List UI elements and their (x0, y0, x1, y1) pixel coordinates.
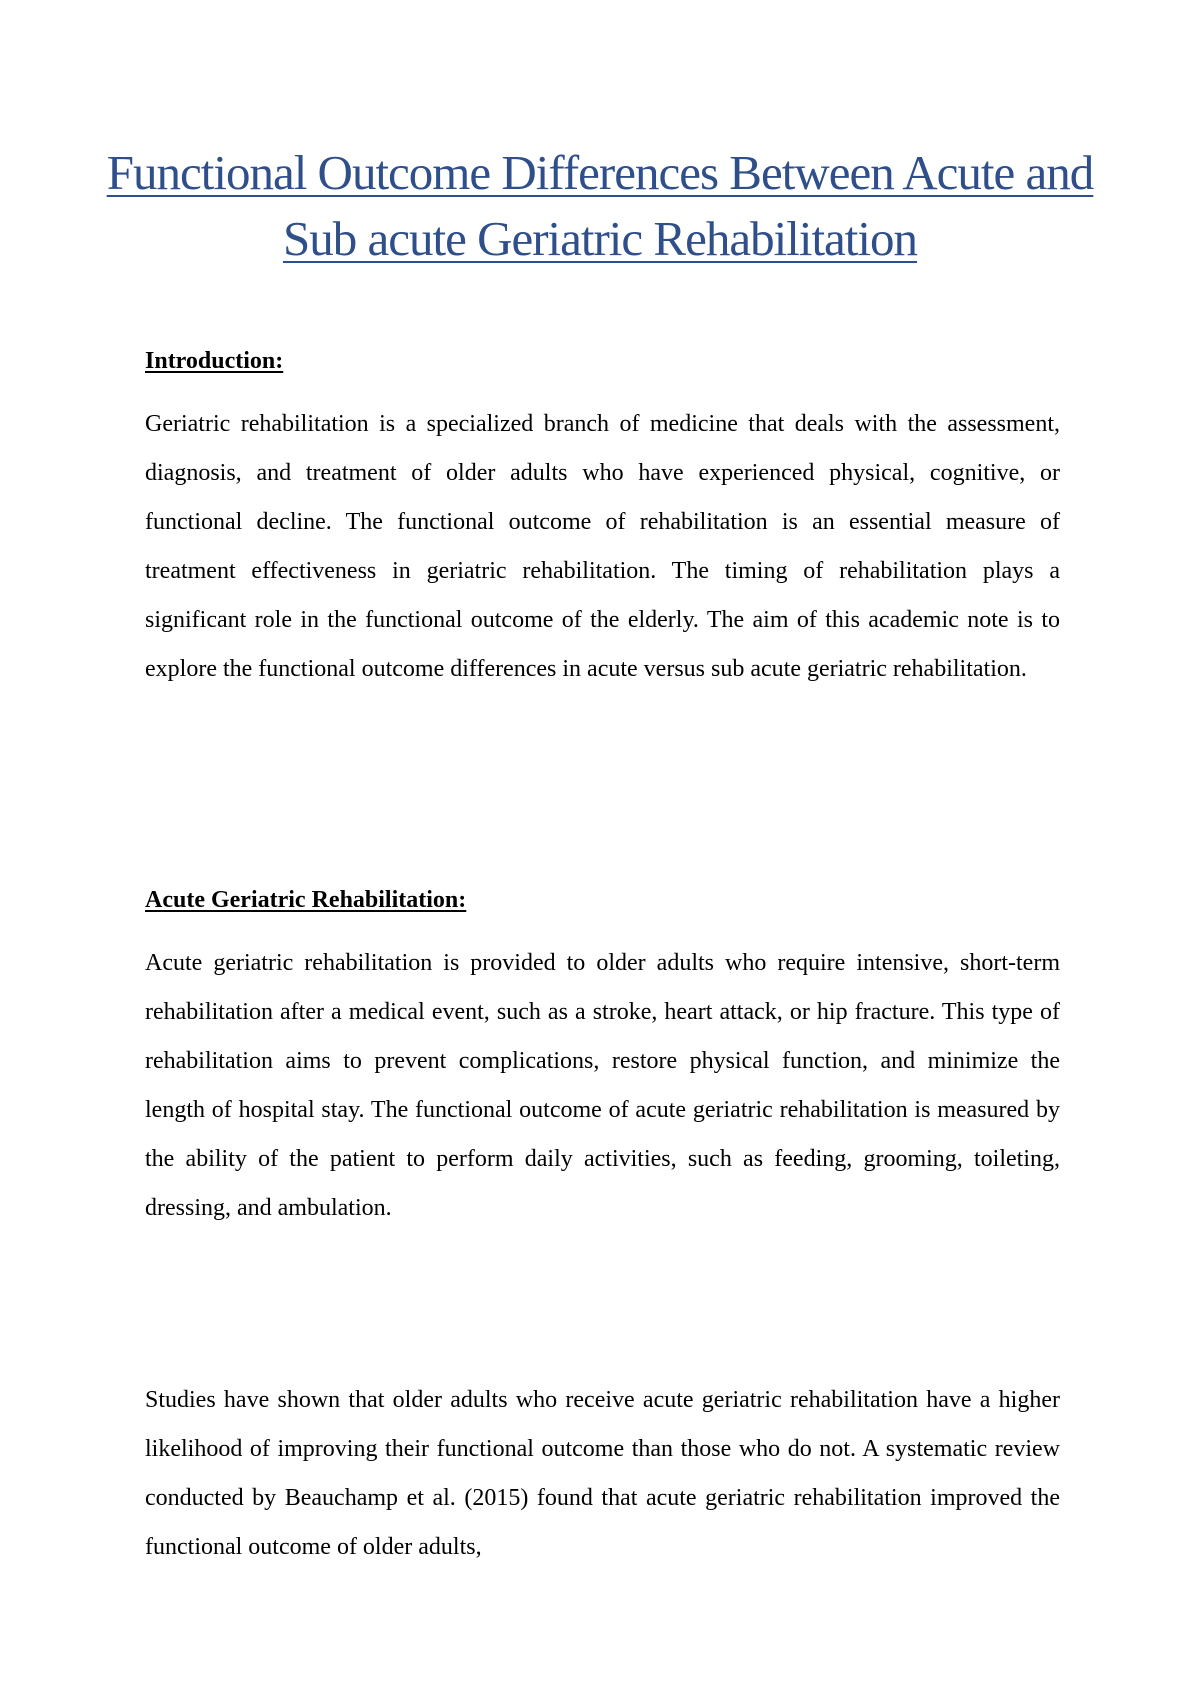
section-heading-introduction: Introduction: (145, 348, 284, 374)
acute-rehabilitation-paragraph-2: Studies have shown that older adults who receive acute geriatric rehabilitation have a higher likelihood of improving their functional outcome than those who do not. A systematic review conducted by Beauchamp et al. (2015) found that acute geriatric rehabilitation improved the functional outcome of older adults, (145, 1387, 1060, 1560)
introduction-paragraph: Geriatric rehabilitation is a specialized branch of medicine that deals with the assessment, diagnosis, and treatment of older adults who have experienced physical, cognitive, or functional decline. The functional outcome of rehabilitation is an essential measure of treatment effectiveness in geriatric rehabilitation. The timing of rehabilitation plays a significant role in the functional outcome of the elderly. The aim of this academic note is to explore the functional outcome differences in acute versus sub acute geriatric rehabilitation. (145, 411, 1060, 682)
section-heading-acute-geriatric-rehabilitation: Acute Geriatric Rehabilitation: (145, 887, 467, 913)
acute-rehabilitation-paragraph-1: Acute geriatric rehabilitation is provided to older adults who require intensive, short-term rehabilitation after a medical event, such as a stroke, heart attack, or hip fracture. This type of rehabilitation aims to prevent complications, restore physical function, and minimize the length of hospital stay. The functional outcome of acute geriatric rehabilitation is measured by the ability of the patient to perform daily activities, such as feeding, grooming, toileting, dressing, and ambulation. (145, 950, 1060, 1221)
document-title: Functional Outcome Differences Between Acute and Sub acute Geriatric Rehabilitation (106, 145, 1094, 266)
